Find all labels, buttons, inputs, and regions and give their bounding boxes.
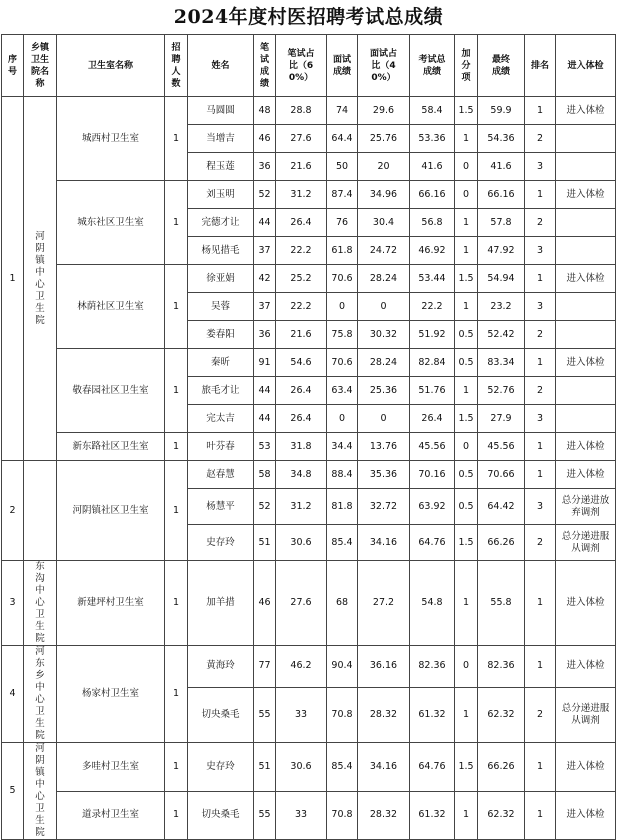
interview-cell: 90.4 [327, 646, 358, 688]
total-cell: 53.44 [410, 265, 455, 293]
rank-cell: 2 [525, 321, 556, 349]
bonus-cell: 1.5 [455, 405, 478, 433]
interview-ratio-cell: 34.16 [358, 743, 410, 792]
quota-cell: 1 [165, 433, 188, 461]
rank-cell: 3 [525, 405, 556, 433]
interview-ratio-cell: 28.32 [358, 791, 410, 840]
quota-cell: 1 [165, 181, 188, 265]
final-cell: 64.42 [478, 489, 525, 525]
header-row [2, 35, 616, 97]
total-cell: 45.56 [410, 433, 455, 461]
final-cell: 41.6 [478, 153, 525, 181]
final-cell: 62.32 [478, 687, 525, 742]
rank-cell: 2 [525, 525, 556, 561]
interview-ratio-cell: 25.36 [358, 377, 410, 405]
final-cell: 59.9 [478, 97, 525, 125]
quota-cell: 1 [165, 743, 188, 792]
quota-cell: 1 [165, 646, 188, 743]
candidate-name: 史存玲 [188, 743, 254, 792]
interview-cell: 63.4 [327, 377, 358, 405]
rank-cell: 3 [525, 153, 556, 181]
rank-cell: 1 [525, 181, 556, 209]
written-cell: 53 [254, 433, 276, 461]
total-cell: 66.16 [410, 181, 455, 209]
clinic-cell: 城西村卫生室 [57, 97, 165, 181]
exam-cell [556, 153, 616, 181]
interview-ratio-cell: 30.4 [358, 209, 410, 237]
header-interview: 面试成绩 [327, 35, 358, 97]
quota-cell: 1 [165, 791, 188, 840]
written-cell: 55 [254, 791, 276, 840]
written-ratio-cell: 27.6 [276, 561, 327, 646]
final-cell: 52.76 [478, 377, 525, 405]
interview-ratio-cell: 24.72 [358, 237, 410, 265]
interview-cell: 81.8 [327, 489, 358, 525]
interview-ratio-cell: 0 [358, 405, 410, 433]
final-cell: 47.92 [478, 237, 525, 265]
interview-ratio-cell: 27.2 [358, 561, 410, 646]
candidate-name: 加羊措 [188, 561, 254, 646]
written-cell: 51 [254, 743, 276, 792]
quota-cell: 1 [165, 349, 188, 433]
written-cell: 52 [254, 489, 276, 525]
rank-cell: 3 [525, 237, 556, 265]
bonus-cell: 1.5 [455, 525, 478, 561]
written-ratio-cell: 26.4 [276, 405, 327, 433]
seq-cell: 3 [2, 561, 24, 646]
total-cell: 82.36 [410, 646, 455, 688]
written-cell: 46 [254, 125, 276, 153]
written-ratio-cell: 28.8 [276, 97, 327, 125]
bonus-cell: 0 [455, 181, 478, 209]
candidate-name: 徐亚娟 [188, 265, 254, 293]
rank-cell: 2 [525, 377, 556, 405]
bonus-cell: 0.5 [455, 489, 478, 525]
clinic-cell: 林荫社区卫生室 [57, 265, 165, 349]
bonus-cell: 1.5 [455, 265, 478, 293]
township-cell [24, 461, 57, 561]
interview-ratio-cell: 28.24 [358, 265, 410, 293]
table-row [2, 97, 616, 125]
bonus-cell: 0.5 [455, 461, 478, 489]
exam-cell: 总分递进服从调剂 [556, 687, 616, 742]
candidate-name: 史存玲 [188, 525, 254, 561]
interview-ratio-cell: 20 [358, 153, 410, 181]
exam-cell [556, 293, 616, 321]
interview-ratio-cell: 34.96 [358, 181, 410, 209]
candidate-name: 杨见措毛 [188, 237, 254, 265]
seq-cell: 1 [2, 97, 24, 461]
table-row [2, 181, 616, 209]
interview-ratio-cell: 0 [358, 293, 410, 321]
total-cell: 51.76 [410, 377, 455, 405]
exam-cell: 进入体检 [556, 97, 616, 125]
header-name: 姓名 [188, 35, 254, 97]
total-cell: 46.92 [410, 237, 455, 265]
page-title: 2024年度村医招聘考试总成绩 [173, 6, 444, 28]
interview-ratio-cell: 13.76 [358, 433, 410, 461]
bonus-cell: 1 [455, 125, 478, 153]
interview-ratio-cell: 35.36 [358, 461, 410, 489]
quota-cell: 1 [165, 561, 188, 646]
header-township: 乡镇卫生院名称 [24, 35, 57, 97]
candidate-name: 秦昕 [188, 349, 254, 377]
interview-cell: 85.4 [327, 525, 358, 561]
final-cell: 70.66 [478, 461, 525, 489]
township-cell: 河阴镇中心卫生院 [24, 97, 57, 461]
rank-cell: 3 [525, 489, 556, 525]
interview-cell: 61.8 [327, 237, 358, 265]
written-cell: 51 [254, 525, 276, 561]
interview-cell: 75.8 [327, 321, 358, 349]
township-cell: 河东乡中心卫生院 [24, 646, 57, 743]
quota-cell: 1 [165, 461, 188, 561]
candidate-name: 黄海玲 [188, 646, 254, 688]
written-ratio-cell: 30.6 [276, 525, 327, 561]
final-cell: 27.9 [478, 405, 525, 433]
final-cell: 57.8 [478, 209, 525, 237]
final-cell: 66.26 [478, 743, 525, 792]
written-ratio-cell: 34.8 [276, 461, 327, 489]
interview-ratio-cell: 29.6 [358, 97, 410, 125]
candidate-name: 当增吉 [188, 125, 254, 153]
written-cell: 44 [254, 209, 276, 237]
rank-cell: 3 [525, 293, 556, 321]
written-cell: 46 [254, 561, 276, 646]
bonus-cell: 0 [455, 646, 478, 688]
exam-cell: 进入体检 [556, 561, 616, 646]
seq-cell: 2 [2, 461, 24, 561]
table-row [2, 461, 616, 489]
written-ratio-cell: 33 [276, 687, 327, 742]
written-cell: 37 [254, 293, 276, 321]
exam-cell: 进入体检 [556, 349, 616, 377]
rank-cell: 2 [525, 687, 556, 742]
bonus-cell: 1 [455, 237, 478, 265]
written-cell: 44 [254, 377, 276, 405]
written-ratio-cell: 22.2 [276, 293, 327, 321]
total-cell: 61.32 [410, 791, 455, 840]
total-cell: 41.6 [410, 153, 455, 181]
bonus-cell: 1.5 [455, 97, 478, 125]
rank-cell: 1 [525, 743, 556, 792]
total-cell: 61.32 [410, 687, 455, 742]
written-ratio-cell: 33 [276, 791, 327, 840]
total-cell: 64.76 [410, 525, 455, 561]
final-cell: 62.32 [478, 791, 525, 840]
written-ratio-cell: 31.2 [276, 489, 327, 525]
seq-cell: 5 [2, 743, 24, 840]
interview-cell: 70.6 [327, 349, 358, 377]
interview-cell: 76 [327, 209, 358, 237]
exam-cell [556, 377, 616, 405]
written-cell: 55 [254, 687, 276, 742]
written-cell: 52 [254, 181, 276, 209]
candidate-name: 吴蓉 [188, 293, 254, 321]
total-cell: 70.16 [410, 461, 455, 489]
exam-cell: 进入体检 [556, 743, 616, 792]
candidate-name: 切央桑毛 [188, 687, 254, 742]
written-ratio-cell: 21.6 [276, 153, 327, 181]
total-cell: 54.8 [410, 561, 455, 646]
final-cell: 45.56 [478, 433, 525, 461]
bonus-cell: 1 [455, 377, 478, 405]
interview-cell: 50 [327, 153, 358, 181]
interview-cell: 88.4 [327, 461, 358, 489]
table-row [2, 743, 616, 792]
written-cell: 91 [254, 349, 276, 377]
written-ratio-cell: 54.6 [276, 349, 327, 377]
total-cell: 26.4 [410, 405, 455, 433]
rank-cell: 1 [525, 646, 556, 688]
header-exam: 进入体检 [556, 35, 616, 97]
interview-ratio-cell: 25.76 [358, 125, 410, 153]
clinic-cell: 敬春园社区卫生室 [57, 349, 165, 433]
final-cell: 66.16 [478, 181, 525, 209]
clinic-cell: 道录村卫生室 [57, 791, 165, 840]
header-total: 考试总成绩 [410, 35, 455, 97]
final-cell: 66.26 [478, 525, 525, 561]
interview-cell: 70.8 [327, 791, 358, 840]
table-row [2, 265, 616, 293]
total-cell: 58.4 [410, 97, 455, 125]
exam-cell [556, 125, 616, 153]
header-written-ratio: 笔试占比（60%） [276, 35, 327, 97]
written-ratio-cell: 31.2 [276, 181, 327, 209]
bonus-cell: 1 [455, 293, 478, 321]
candidate-name: 叶芬春 [188, 433, 254, 461]
final-cell: 82.36 [478, 646, 525, 688]
interview-cell: 0 [327, 293, 358, 321]
quota-cell: 1 [165, 265, 188, 349]
interview-cell: 87.4 [327, 181, 358, 209]
written-cell: 58 [254, 461, 276, 489]
rank-cell: 1 [525, 97, 556, 125]
interview-ratio-cell: 34.16 [358, 525, 410, 561]
header-final: 最终成绩 [478, 35, 525, 97]
exam-cell [556, 209, 616, 237]
clinic-cell: 新东路社区卫生室 [57, 433, 165, 461]
candidate-name: 赵春慧 [188, 461, 254, 489]
bonus-cell: 1.5 [455, 743, 478, 792]
exam-cell: 进入体检 [556, 433, 616, 461]
rank-cell: 1 [525, 791, 556, 840]
bonus-cell: 1 [455, 687, 478, 742]
interview-ratio-cell: 32.72 [358, 489, 410, 525]
interview-cell: 64.4 [327, 125, 358, 153]
interview-cell: 85.4 [327, 743, 358, 792]
final-cell: 55.8 [478, 561, 525, 646]
header-quota: 招聘人数 [165, 35, 188, 97]
interview-ratio-cell: 36.16 [358, 646, 410, 688]
interview-ratio-cell: 28.32 [358, 687, 410, 742]
rank-cell: 1 [525, 561, 556, 646]
total-cell: 22.2 [410, 293, 455, 321]
clinic-cell: 杨家村卫生室 [57, 646, 165, 743]
exam-cell: 总分递进放弃调剂 [556, 489, 616, 525]
rank-cell: 1 [525, 349, 556, 377]
candidate-name: 切央桑毛 [188, 791, 254, 840]
table-row [2, 433, 616, 461]
total-cell: 82.84 [410, 349, 455, 377]
exam-cell [556, 321, 616, 349]
table-row [2, 646, 616, 688]
interview-ratio-cell: 28.24 [358, 349, 410, 377]
table-row [2, 349, 616, 377]
written-ratio-cell: 31.8 [276, 433, 327, 461]
written-ratio-cell: 46.2 [276, 646, 327, 688]
candidate-name: 程玉莲 [188, 153, 254, 181]
written-ratio-cell: 26.4 [276, 209, 327, 237]
interview-cell: 68 [327, 561, 358, 646]
township-cell: 东沟中心卫生院 [24, 561, 57, 646]
clinic-cell: 多哇村卫生室 [57, 743, 165, 792]
interview-cell: 70.8 [327, 687, 358, 742]
interview-ratio-cell: 30.32 [358, 321, 410, 349]
candidate-name: 完德才让 [188, 209, 254, 237]
exam-cell: 进入体检 [556, 646, 616, 688]
rank-cell: 1 [525, 433, 556, 461]
quota-cell: 1 [165, 97, 188, 181]
candidate-name: 刘玉明 [188, 181, 254, 209]
candidate-name: 旅毛才让 [188, 377, 254, 405]
total-cell: 56.8 [410, 209, 455, 237]
exam-cell: 进入体检 [556, 181, 616, 209]
final-cell: 54.36 [478, 125, 525, 153]
total-cell: 63.92 [410, 489, 455, 525]
rank-cell: 1 [525, 461, 556, 489]
exam-cell: 进入体检 [556, 461, 616, 489]
written-ratio-cell: 21.6 [276, 321, 327, 349]
candidate-name: 马圆圆 [188, 97, 254, 125]
written-cell: 44 [254, 405, 276, 433]
total-cell: 51.92 [410, 321, 455, 349]
rank-cell: 1 [525, 265, 556, 293]
header-clinic: 卫生室名称 [57, 35, 165, 97]
header-seq: 序号 [2, 35, 24, 97]
bonus-cell: 0 [455, 433, 478, 461]
exam-cell: 进入体检 [556, 265, 616, 293]
final-cell: 52.42 [478, 321, 525, 349]
header-rank: 排名 [525, 35, 556, 97]
bonus-cell: 1 [455, 791, 478, 840]
bonus-cell: 1 [455, 209, 478, 237]
candidate-name: 娄春阳 [188, 321, 254, 349]
bonus-cell: 1 [455, 561, 478, 646]
interview-cell: 34.4 [327, 433, 358, 461]
exam-cell [556, 405, 616, 433]
rank-cell: 2 [525, 125, 556, 153]
written-cell: 77 [254, 646, 276, 688]
candidate-name: 杨慧平 [188, 489, 254, 525]
header-interview-ratio: 面试占比（40%） [358, 35, 410, 97]
written-ratio-cell: 25.2 [276, 265, 327, 293]
bonus-cell: 0.5 [455, 321, 478, 349]
township-cell: 河阴镇中心卫生院 [24, 743, 57, 840]
final-cell: 54.94 [478, 265, 525, 293]
exam-cell [556, 237, 616, 265]
final-cell: 23.2 [478, 293, 525, 321]
written-ratio-cell: 27.6 [276, 125, 327, 153]
written-ratio-cell: 26.4 [276, 377, 327, 405]
rank-cell: 2 [525, 209, 556, 237]
written-cell: 37 [254, 237, 276, 265]
total-cell: 64.76 [410, 743, 455, 792]
clinic-cell: 河阴镇社区卫生室 [57, 461, 165, 561]
results-table [1, 34, 616, 840]
candidate-name: 完太吉 [188, 405, 254, 433]
exam-cell: 总分递进服从调剂 [556, 525, 616, 561]
final-cell: 83.34 [478, 349, 525, 377]
written-cell: 36 [254, 321, 276, 349]
seq-cell: 4 [2, 646, 24, 743]
interview-cell: 74 [327, 97, 358, 125]
interview-cell: 0 [327, 405, 358, 433]
table-row [2, 791, 616, 840]
total-cell: 53.36 [410, 125, 455, 153]
written-ratio-cell: 22.2 [276, 237, 327, 265]
interview-cell: 70.6 [327, 265, 358, 293]
bonus-cell: 0 [455, 153, 478, 181]
table-row [2, 561, 616, 646]
header-written: 笔试成绩 [254, 35, 276, 97]
bonus-cell: 0.5 [455, 349, 478, 377]
clinic-cell: 城东社区卫生室 [57, 181, 165, 265]
header-bonus: 加分项 [455, 35, 478, 97]
written-cell: 36 [254, 153, 276, 181]
written-ratio-cell: 30.6 [276, 743, 327, 792]
written-cell: 42 [254, 265, 276, 293]
clinic-cell: 新建坪村卫生室 [57, 561, 165, 646]
exam-cell: 进入体检 [556, 791, 616, 840]
written-cell: 48 [254, 97, 276, 125]
